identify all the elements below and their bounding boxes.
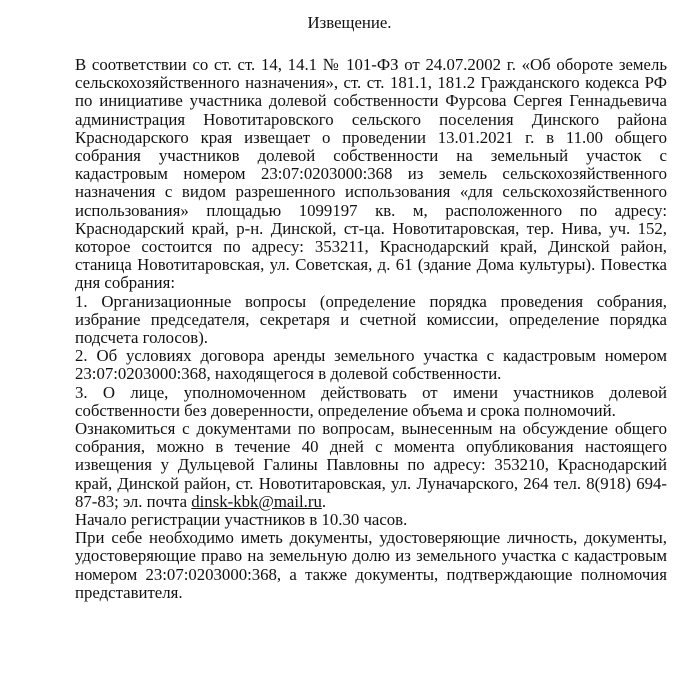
info-paragraph	[75, 420, 667, 511]
document-title: Извещение.	[307, 13, 392, 32]
email-link[interactable]: dinsk-kbk@mail.ru	[191, 491, 322, 511]
intro-paragraph: В соответствии со ст. ст. 14, 14.1 № 101-ФЗ от 24.07.2002 г. «Об обороте земель сельскохозяйственного назначения», ст. ст. 181.1, 181.2 Гражданского кодекса РФ по инициативе участника долевой собственности Фурсова Сергея Геннадьевича администрация Новотитаровского сельского поселения Динского района Краснодарского края извещает о проведении 13.01.2021 г. в 11.00 общего собрания участников долевой собственности на земельный участок с кадастровым номером 23:07:0203000:368 из земель сельскохозяйственного назначения с видом разрешенного использования «для сельскохозяйственного использования» площадью 1099197 кв. м, расположенного по адресу: Краснодарский край, р-н. Динской, ст-ца. Новотитаровская, тер. Нива, уч. 152, которое состоится по адресу: 353211, Краснодарский край, Динской район, станица Новотитаровская, ул. Советская, д. 61 (здание Дома культуры). Повестка дня собрания:	[75, 55, 667, 293]
email-suffix: .	[321, 491, 327, 511]
info-text: Ознакомиться с документами по вопросам, вынесенным на обсуждение общего собрания, можно в течение 40 дней с момента опубликования настоящего извещения у Дульцевой Галины Павловны по адресу: 353210, Краснодарский край, Динской район, ст. Новотитаровская, ул. Луначарского, 264 тел. 8(918) 694-87-83; эл. почта	[75, 419, 667, 511]
agenda-item-3: 3. О лице, уполномоченном действовать от имени участников долевой собственности без доверенности, определение объема и срока полномочий.	[75, 382, 667, 420]
agenda-item-2: 2. Об условиях договора аренды земельного участка с кадастровым номером 23:07:0203000:368, находящегося в долевой собственности.	[75, 346, 667, 384]
agenda-item-1: 1. Организационные вопросы (определение порядка проведения собрания, избрание председателя, секретаря и счетной комиссии, определение порядка подсчета голосов).	[75, 291, 667, 348]
registration-line: Начало регистрации участников в 10.30 часов.	[75, 510, 408, 530]
document-body	[75, 56, 667, 602]
documents-paragraph: При себе необходимо иметь документы, удостоверяющие личность, документы, удостоверяющие право на земельную долю из земельного участка с кадастровым номером 23:07:0203000:368, а также документы, подтверждающие полномочия представителя.	[75, 528, 667, 602]
